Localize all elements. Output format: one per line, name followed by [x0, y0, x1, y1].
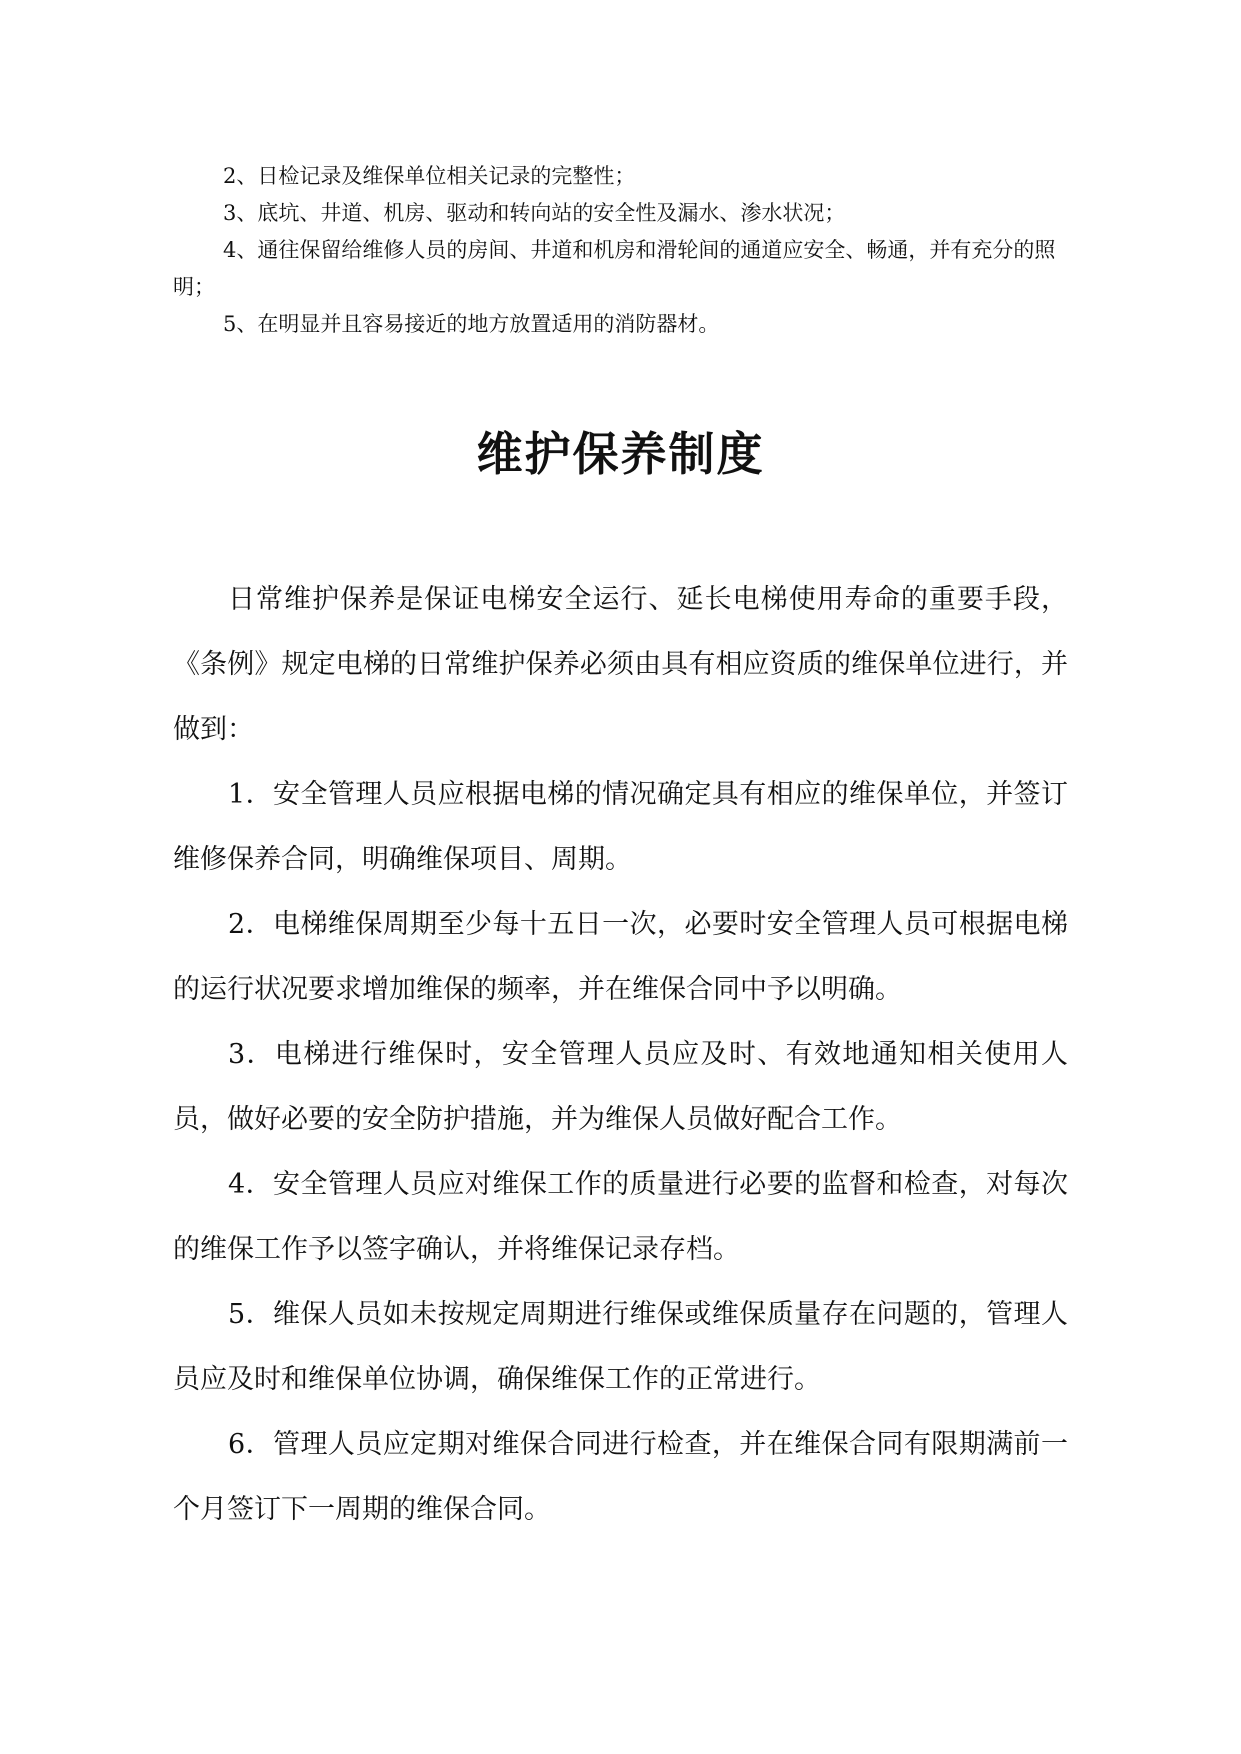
numbered-paragraph: 2．电梯维保周期至少每十五日一次，必要时安全管理人员可根据电梯的运行状况要求增加维保的频率，并在维保合同中予以明确。 — [173, 909, 1068, 1005]
numbered-paragraph: 6．管理人员应定期对维保合同进行检查，并在维保合同有限期满前一个月签订下一周期的维保合同。 — [173, 1429, 1068, 1525]
inspection-list — [173, 158, 1068, 343]
numbered-paragraph: 1．安全管理人员应根据电梯的情况确定具有相应的维保单位，并签订维修保养合同，明确维保项目、周期。 — [173, 779, 1068, 875]
numbered-paragraph: 5．维保人员如未按规定周期进行维保或维保质量存在问题的，管理人员应及时和维保单位协调，确保维保工作的正常进行。 — [173, 1299, 1068, 1395]
list-item: 5、在明显并且容易接近的地方放置适用的消防器材。 — [223, 312, 720, 336]
list-item: 2、日检记录及维保单位相关记录的完整性； — [223, 164, 636, 188]
numbered-paragraph: 4．安全管理人员应对维保工作的质量进行必要的监督和检查，对每次的维保工作予以签字确认，并将维保记录存档。 — [173, 1169, 1068, 1265]
intro-paragraph: 日常维护保养是保证电梯安全运行、延长电梯使用寿命的重要手段，《条例》规定电梯的日常维护保养必须由具有相应资质的维保单位进行，并做到： — [173, 584, 1068, 745]
numbered-paragraph: 3．电梯进行维保时，安全管理人员应及时、有效地通知相关使用人员，做好必要的安全防护措施，并为维保人员做好配合工作。 — [173, 1039, 1068, 1135]
list-item: 3、底坑、井道、机房、驱动和转向站的安全性及漏水、渗水状况； — [223, 201, 846, 225]
section-body — [173, 567, 1068, 1542]
list-item: 4、通往保留给维修人员的房间、井道和机房和滑轮间的通道应安全、畅通，并有充分的照明； — [173, 238, 1056, 299]
section-heading: 维护保养制度 — [476, 427, 765, 481]
